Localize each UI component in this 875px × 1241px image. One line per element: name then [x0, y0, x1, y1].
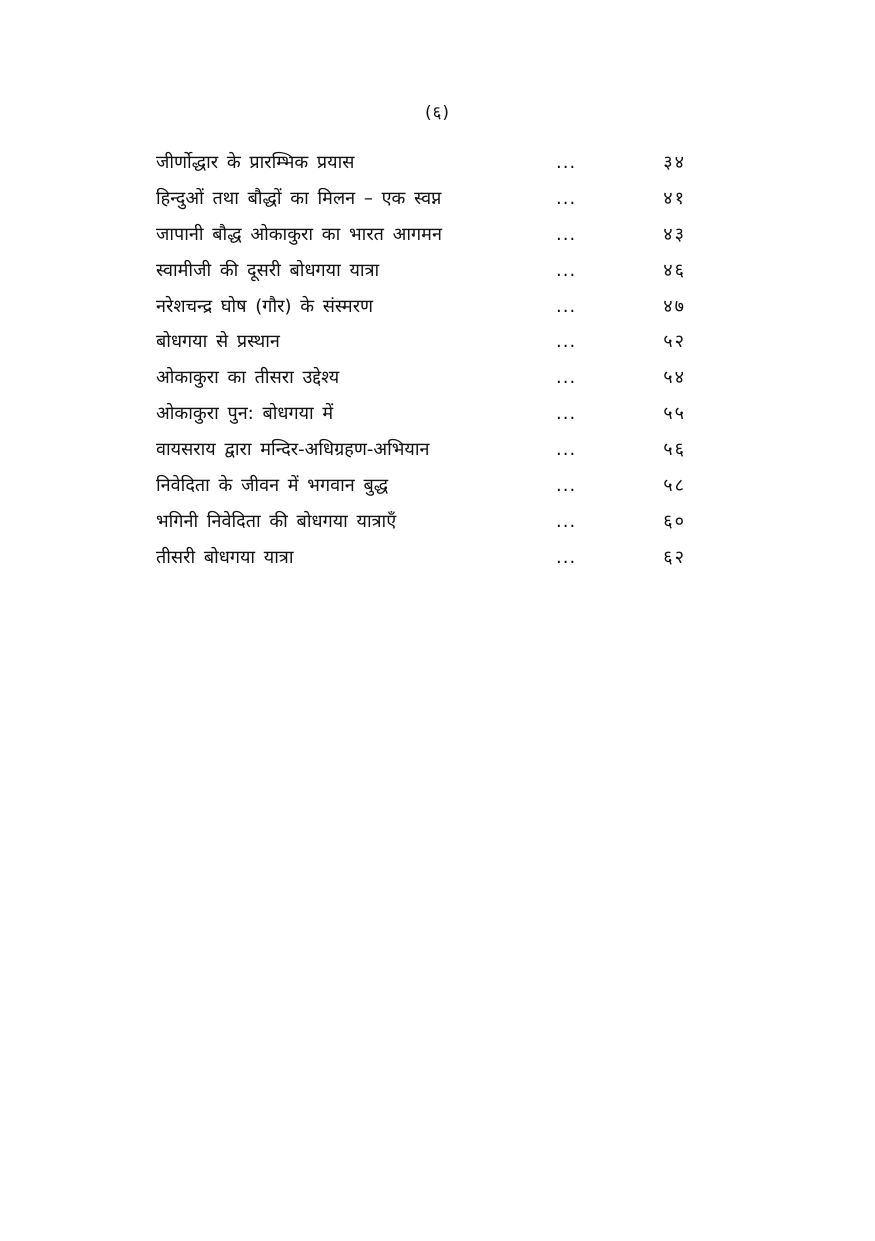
toc-entry-title: नरेशचन्द्र घोष (गौर) के संस्मरण: [156, 295, 374, 317]
toc-page-number: ४७: [663, 295, 686, 317]
toc-leader-dots: ...: [556, 367, 577, 389]
toc-page-number: ५४: [663, 367, 686, 389]
toc-leader-dots: ...: [556, 259, 577, 281]
toc-entry-title: तीसरी बोधगया यात्रा: [156, 546, 294, 568]
toc-entry-title: वायसराय द्वारा मन्दिर-अधिग्रहण-अभियान: [156, 439, 430, 461]
toc-row: [156, 148, 686, 184]
toc-page-number: ३४: [663, 152, 686, 173]
toc-leader-dots: ...: [556, 475, 577, 497]
toc-row: [156, 507, 686, 543]
toc-leader-dots: ...: [556, 331, 577, 353]
toc-row: [156, 184, 686, 220]
toc-leader-dots: ...: [556, 439, 577, 461]
toc-page-number: ४६: [663, 259, 686, 281]
toc-leader-dots: ...: [556, 510, 577, 532]
toc-entry-title: स्वामीजी की दूसरी बोधगया यात्रा: [156, 259, 380, 281]
toc-row: [156, 471, 686, 507]
toc-page-number: ४१: [663, 187, 686, 209]
toc-entry-title: हिन्दुओं तथा बौद्धों का मिलन – एक स्वप्न: [156, 187, 442, 209]
toc-entry-title: बोधगया से प्रस्थान: [156, 331, 280, 353]
toc-entry-title: निवेदिता के जीवन में भगवान बुद्ध: [156, 475, 389, 497]
toc-leader-dots: ...: [556, 187, 577, 209]
toc-leader-dots: ...: [556, 546, 577, 568]
table-of-contents: [156, 148, 686, 579]
toc-row: [156, 435, 686, 471]
toc-page-number: ४३: [663, 223, 686, 245]
toc-page-number: ५६: [663, 439, 686, 461]
toc-entry-title: जीर्णोद्धार के प्रारम्भिक प्रयास: [156, 152, 355, 173]
toc-row: [156, 363, 686, 399]
toc-page-number: ५२: [663, 331, 686, 353]
toc-entry-title: जापानी बौद्ध ओकाकुरा का भारत आगमन: [156, 223, 442, 245]
toc-row: [156, 543, 686, 579]
toc-page-number: ६२: [663, 546, 686, 568]
page-number: (६): [424, 103, 451, 123]
toc-row: [156, 292, 686, 328]
toc-leader-dots: ...: [556, 223, 577, 245]
toc-page-number: ५८: [663, 475, 686, 497]
toc-entry-title: भगिनी निवेदिता की बोधगया यात्राएँ: [156, 510, 397, 532]
toc-leader-dots: ...: [556, 403, 577, 425]
toc-page-number: ६०: [663, 510, 686, 532]
toc-leader-dots: ...: [556, 152, 577, 173]
toc-entry-title: ओकाकुरा का तीसरा उद्देश्य: [156, 367, 340, 389]
toc-leader-dots: ...: [556, 295, 577, 317]
toc-row: [156, 220, 686, 256]
toc-row: [156, 327, 686, 363]
toc-row: [156, 256, 686, 292]
toc-row: [156, 399, 686, 435]
toc-page-number: ५५: [663, 403, 686, 425]
toc-entry-title: ओकाकुरा पुन: बोधगया में: [156, 403, 334, 425]
